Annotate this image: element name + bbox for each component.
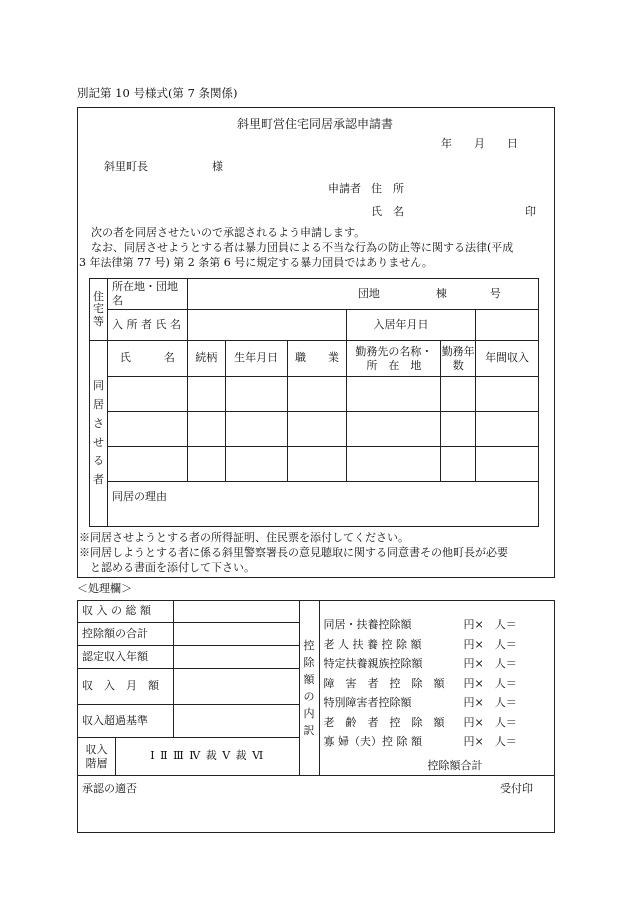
seal-label: 印 bbox=[525, 205, 536, 218]
occupant-label: 入 所 者 氏 名 bbox=[107, 310, 187, 341]
deduction-side-label: 控 除 額 の 内 訳 bbox=[299, 601, 319, 776]
form-title: 斜里町営住宅同居承認申請書 bbox=[236, 117, 393, 131]
row-cell[interactable] bbox=[287, 412, 347, 447]
income-class-label: 収入階層 bbox=[78, 738, 116, 776]
deduction-sum-field[interactable] bbox=[173, 623, 299, 646]
deduction-sum-label: 控除額の合計 bbox=[78, 623, 174, 646]
deduction-row[interactable]: 障 害 者 控 除 額 円× 人＝ bbox=[323, 676, 517, 690]
move-in-cell[interactable] bbox=[347, 310, 476, 341]
occupant-field[interactable] bbox=[187, 310, 347, 341]
form-number: 別記第 10 号様式(第 7 条関係) bbox=[77, 86, 238, 100]
deduction-total[interactable]: 控除額合計 bbox=[427, 758, 483, 772]
row-cell[interactable] bbox=[347, 412, 441, 447]
header-relation: 続柄 bbox=[187, 341, 225, 377]
table-row bbox=[90, 377, 539, 412]
building-label: 棟 bbox=[435, 287, 447, 300]
row-cell[interactable] bbox=[347, 447, 441, 482]
processing-label: ＜処理欄＞ bbox=[77, 582, 132, 595]
row-cell[interactable] bbox=[476, 447, 539, 482]
deduction-row[interactable]: 特定扶養親族控除額 円× 人＝ bbox=[323, 657, 517, 670]
annual-income-field[interactable] bbox=[173, 646, 299, 669]
move-in-field[interactable] bbox=[476, 310, 539, 341]
move-in-label: 入居年月日 bbox=[373, 318, 429, 331]
total-income-label: 収 入 の 総 額 bbox=[78, 601, 174, 623]
row-cell[interactable] bbox=[287, 447, 347, 482]
row-cell[interactable] bbox=[187, 447, 225, 482]
header-workplace: 勤務先の名称・所 在 地 bbox=[347, 341, 441, 377]
deduction-row[interactable]: 同居・扶養控除額 円× 人＝ bbox=[323, 618, 517, 631]
approval-box[interactable] bbox=[77, 775, 555, 833]
honorific: 様 bbox=[212, 160, 223, 173]
row-cell[interactable] bbox=[441, 447, 476, 482]
applicant-label: 申請者 bbox=[328, 182, 361, 195]
header-income: 年間収入 bbox=[476, 341, 539, 377]
row-cell[interactable] bbox=[441, 377, 476, 412]
income-class-options[interactable]: Ⅰ Ⅱ Ⅲ Ⅳ 裁 Ⅴ 裁 Ⅵ bbox=[115, 738, 299, 776]
row-cell[interactable] bbox=[107, 377, 187, 412]
note-2: ※同居しようとする者に係る斜里警察署長の意見聴取に関する同意書その他町長が必要 bbox=[79, 546, 508, 559]
reception-seal-label: 受付印 bbox=[500, 782, 533, 795]
row-cell[interactable] bbox=[287, 377, 347, 412]
application-table bbox=[89, 278, 539, 527]
row-cell[interactable] bbox=[225, 377, 287, 412]
body-text-1: 次の者を同居させたいので承認されるよう申請します。 bbox=[91, 226, 366, 239]
location-field[interactable] bbox=[187, 279, 538, 310]
location-label: 所在地・団地名 bbox=[107, 279, 187, 310]
name-label[interactable]: 氏 名 bbox=[371, 205, 404, 218]
date-label[interactable]: 年 月 日 bbox=[441, 137, 518, 150]
header-name: 氏 名 bbox=[107, 341, 187, 377]
annual-income-label: 認定収入年額 bbox=[78, 646, 174, 669]
unit-label: 号 bbox=[489, 287, 501, 300]
deduction-row[interactable]: 老 人 扶 養 控 除 額 円× 人＝ bbox=[323, 637, 517, 651]
addressee: 斜里町長 bbox=[104, 160, 148, 173]
header-occupation: 職 業 bbox=[287, 341, 347, 377]
total-income-field[interactable] bbox=[173, 601, 299, 623]
body-text-2: なお、同居させようとする者は暴力団員による不当な行為の防止等に関する法律(平成 bbox=[91, 241, 514, 254]
reason-label: 同居の理由 bbox=[111, 490, 167, 503]
income-limit-field[interactable] bbox=[173, 704, 299, 738]
table-row bbox=[90, 412, 539, 447]
row-cell[interactable] bbox=[225, 447, 287, 482]
deduction-list bbox=[319, 601, 554, 776]
header-years: 勤務年数 bbox=[441, 341, 476, 377]
table-row bbox=[90, 447, 539, 482]
header-birthdate: 生年月日 bbox=[225, 341, 287, 377]
cohabitant-side-label: 同 居 さ せ る 者 bbox=[90, 341, 108, 527]
approval-label: 承認の適否 bbox=[82, 782, 137, 795]
monthly-income-label: 収 入 月 額 bbox=[78, 669, 174, 705]
deduction-row[interactable]: 特別障害者控除額 円× 人＝ bbox=[323, 696, 517, 709]
estate-label: 団地 bbox=[357, 287, 380, 300]
row-cell[interactable] bbox=[225, 412, 287, 447]
housing-side-label: 住 宅 等 bbox=[90, 279, 108, 341]
row-cell[interactable] bbox=[107, 412, 187, 447]
row-cell[interactable] bbox=[187, 377, 225, 412]
monthly-income-field[interactable] bbox=[173, 669, 299, 705]
row-cell[interactable] bbox=[347, 377, 441, 412]
address-label[interactable]: 住 所 bbox=[371, 182, 404, 195]
body-text-3: 3 年法律第 77 号) 第 2 条第 6 号に規定する暴力団員ではありません。 bbox=[79, 256, 433, 269]
income-limit-label: 収入超過基準 bbox=[78, 704, 174, 738]
deduction-row[interactable]: 寡 婦（夫）控 除 額 円× 人＝ bbox=[323, 735, 517, 748]
row-cell[interactable] bbox=[476, 377, 539, 412]
deduction-row[interactable]: 老 齢 者 控 除 額 円× 人＝ bbox=[323, 715, 517, 729]
note-1: ※同居させようとする者の所得証明、住民票を添付してください。 bbox=[79, 531, 409, 544]
row-cell[interactable] bbox=[187, 412, 225, 447]
row-cell[interactable] bbox=[476, 412, 539, 447]
row-cell[interactable] bbox=[107, 447, 187, 482]
note-3: と認める書面を添付して下さい。 bbox=[79, 561, 255, 574]
reason-field[interactable] bbox=[107, 482, 538, 527]
row-cell[interactable] bbox=[441, 412, 476, 447]
processing-table bbox=[77, 600, 555, 776]
